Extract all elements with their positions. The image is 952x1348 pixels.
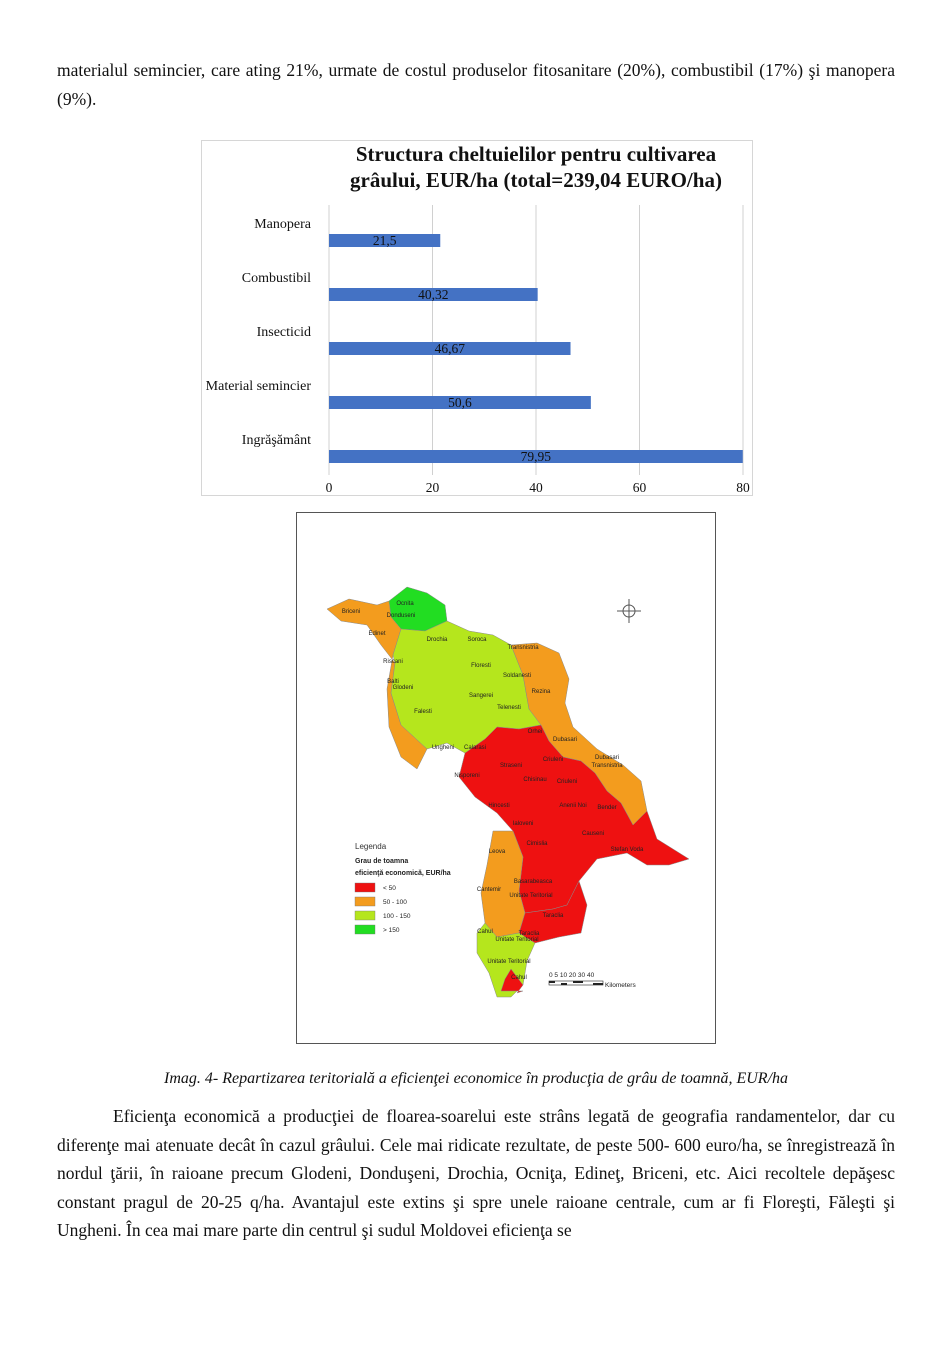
scale-bar	[549, 981, 603, 985]
legend-subtitle2: eficienţă economică, EUR/ha	[355, 870, 451, 877]
map-figure	[296, 512, 716, 1044]
x-tick-label: 60	[632, 480, 647, 495]
region-north-green	[386, 587, 447, 631]
district-label: Donduseni	[386, 613, 416, 619]
district-label: Causeni	[581, 831, 605, 837]
bar-value-label: 50,6	[448, 395, 472, 410]
district-label: Edinet	[368, 631, 386, 637]
district-label: Soroca	[467, 637, 487, 643]
district-label: Glodeni	[392, 685, 414, 691]
category-label: Material semincier	[205, 379, 311, 394]
district-label: Riscani	[383, 659, 403, 665]
legend-label: < 50	[383, 885, 396, 892]
scale-unit: Kilometers	[605, 982, 636, 989]
x-tick-label: 80	[736, 480, 750, 495]
district-label: Cantemir	[476, 887, 502, 893]
legend-swatch	[355, 883, 375, 892]
district-label: Unitate Teritorial	[495, 937, 539, 943]
district-label: Chisinau	[523, 777, 547, 783]
district-label: Ocnita	[396, 601, 414, 607]
district-label: Balti	[387, 679, 399, 685]
figure-caption: Imag. 4- Repartizarea teritorială a eficienţei economice în producţia de grâu de toamnă, EUR/ha	[163, 1070, 789, 1087]
legend-label: 50 - 100	[383, 899, 407, 906]
district-label: Stefan Voda	[610, 847, 644, 853]
category-label: Manopera	[254, 217, 311, 232]
bar-value-label: 40,32	[418, 287, 449, 302]
district-label: Taraclia	[518, 931, 540, 937]
district-label: Ialoveni	[512, 821, 534, 827]
legend-label: 100 - 150	[383, 913, 411, 920]
district-label: Bender	[597, 805, 617, 811]
district-label: Calarasi	[463, 745, 487, 751]
district-label: Falesti	[414, 709, 432, 715]
district-label: Orhei	[527, 729, 543, 735]
district-label: Rezina	[531, 689, 551, 695]
district-label: Drochia	[426, 637, 448, 643]
bar-chart	[201, 140, 753, 496]
category-label: Combustibil	[241, 271, 311, 286]
chart-title-line1: Structura cheltuielilor pentru cultivarea	[355, 142, 717, 166]
chart-title-line2: grâului, EUR/ha (total=239,04 EURO/ha)	[350, 168, 722, 192]
category-label: Ingrăşământ	[241, 433, 311, 448]
category-label: Insecticid	[256, 325, 311, 340]
district-label: Unitate Teritorial	[487, 959, 531, 965]
legend-swatch	[355, 925, 375, 934]
district-label: Briceni	[341, 609, 361, 615]
district-label: Cahul	[511, 975, 527, 981]
scale-numbers: 0 5 10 20 30 40	[549, 972, 595, 979]
chart-canvas	[202, 141, 752, 495]
district-label: Transnistria	[591, 763, 623, 769]
paragraph-bottom: Eficienţa economică a producţiei de floarea-soarelui este strâns legată de geografia randamentelor, dar cu diferenţe mai atenuate decât în cazul grâului. Cele mai ridicate rezultate, de peste 500- 600 euro/ha, se înregistrează în nordul ţării, în raioane precum Glodeni, Donduşeni, Drochia, Ocniţa, Edineţ, Briceni, etc. Aici recoltele depăşesc constant pragul de 20-25 q/ha. Avantajul este extins şi spre unele raioane centrale, cum ar fi Floreşti, Făleşti şi Ungheni. În cea mai mare parte din centrul şi sudul Moldovei eficienţa se	[57, 1106, 895, 1240]
district-label: Taraclia	[542, 913, 564, 919]
district-label: Soldanesti	[502, 673, 532, 679]
x-tick-label: 20	[425, 480, 440, 495]
district-label: Nisporeni	[454, 773, 480, 779]
compass-icon	[617, 599, 641, 623]
moldova-map	[297, 513, 715, 1043]
legend-label: > 150	[383, 927, 400, 934]
district-label: Anenii Noi	[559, 803, 587, 809]
district-label: Unitate Teritorial	[509, 893, 553, 899]
district-label: Hincesti	[488, 803, 510, 809]
district-label: Criuleni	[556, 779, 578, 785]
bar-value-label: 21,5	[372, 233, 397, 248]
legend-swatch	[355, 911, 375, 920]
paragraph-top: materialul semincier, care ating 21%, urmate de costul produselor fitosanitare (20%), combustibil (17%) şi manopera (9%).	[57, 60, 895, 109]
x-tick-label: 40	[529, 480, 543, 495]
x-tick-label: 0	[325, 480, 333, 495]
district-label: Cahul	[477, 929, 493, 935]
district-label: Basarabeasca	[513, 879, 553, 885]
district-label: Sangerei	[468, 693, 494, 699]
district-label: Straseni	[499, 763, 523, 769]
district-label: Telenesti	[497, 705, 521, 711]
bar-value-label: 46,67	[434, 341, 465, 356]
district-label: Dubasari	[552, 737, 578, 743]
district-label: Criuleni	[542, 757, 564, 763]
district-label: Dubasari	[594, 755, 620, 761]
legend-subtitle1: Grau de toamna	[355, 858, 409, 865]
district-label: Cimislia	[526, 841, 548, 847]
district-label: Transnistria	[507, 645, 539, 651]
legend-title: Legenda	[355, 842, 387, 851]
district-label: Ungheni	[431, 745, 455, 751]
district-label: Leova	[488, 849, 506, 855]
legend-swatch	[355, 897, 375, 906]
bar-value-label: 79,95	[520, 449, 552, 464]
district-label: Floresti	[471, 663, 491, 669]
